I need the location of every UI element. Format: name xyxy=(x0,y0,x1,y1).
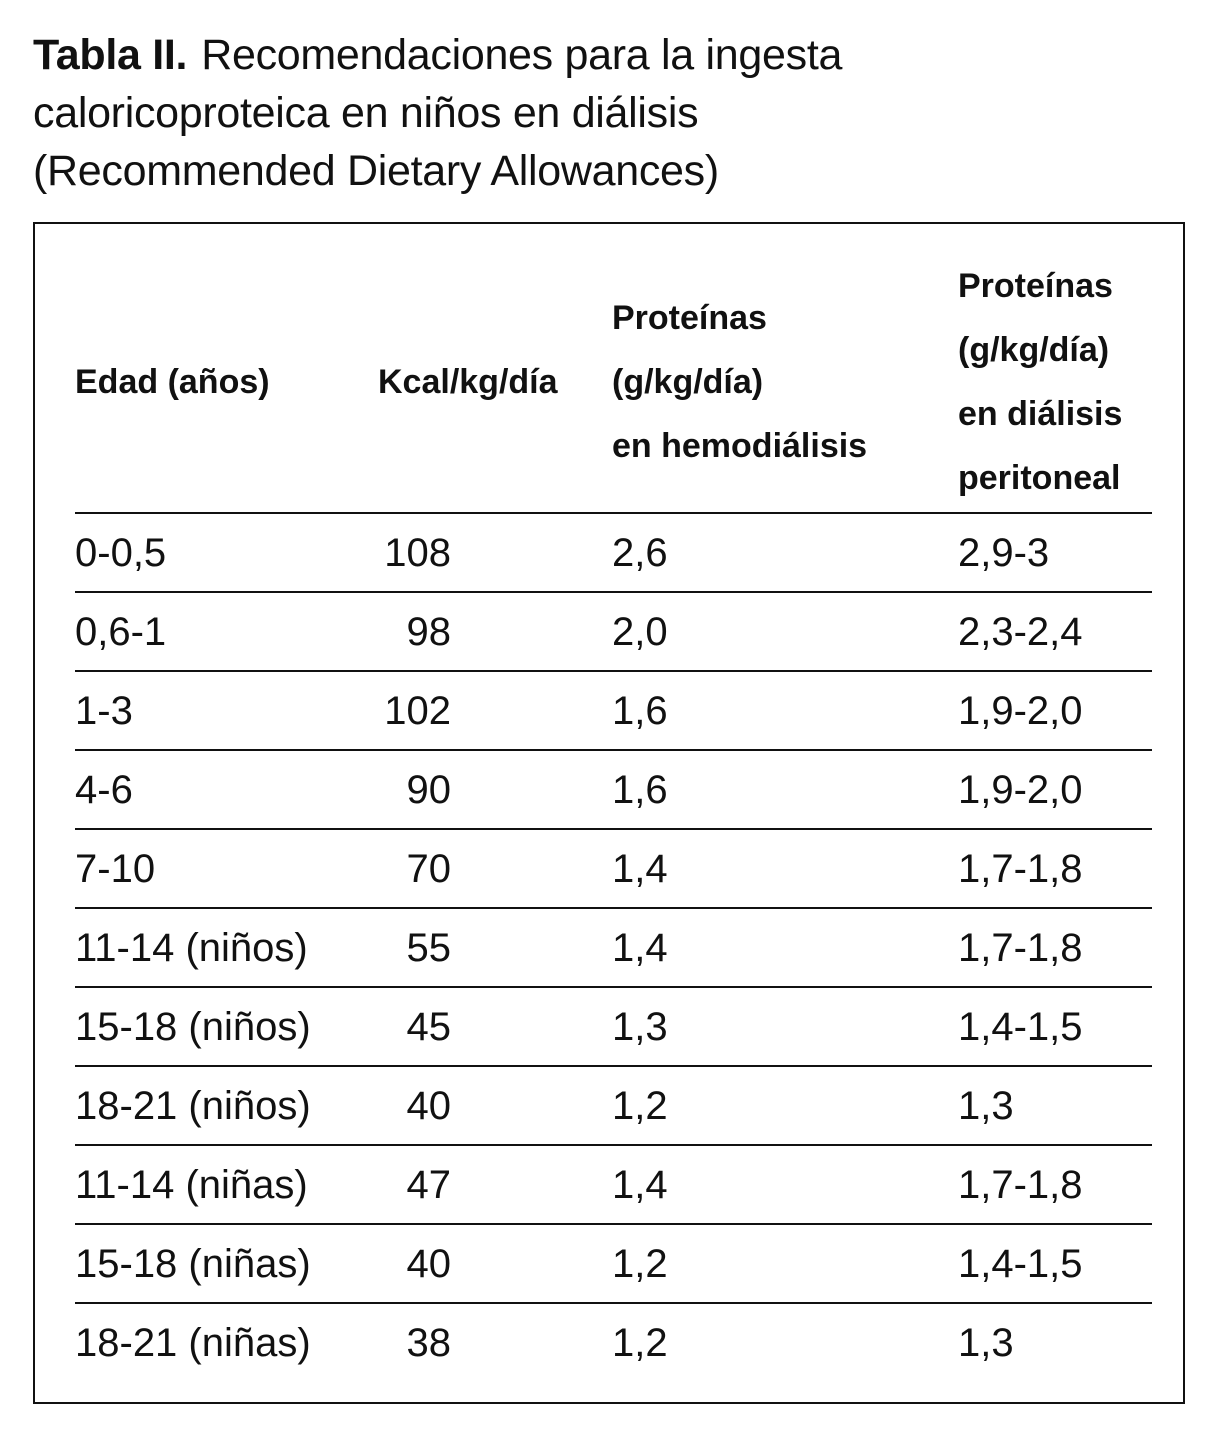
table-row xyxy=(75,830,1152,909)
cell-peri: 2,9-3 xyxy=(958,531,1050,575)
cell-hemo: 1,2 xyxy=(612,1242,668,1286)
header-hemo-line: en hemodiálisis xyxy=(612,427,868,465)
cell-peri: 1,3 xyxy=(958,1084,1014,1128)
cell-peri: 1,7-1,8 xyxy=(958,847,1083,891)
table-row xyxy=(75,751,1152,830)
cell-peri: 1,7-1,8 xyxy=(958,926,1083,970)
table-row xyxy=(75,593,1152,672)
cell-hemo: 1,6 xyxy=(612,689,668,733)
header-age: Edad (años) xyxy=(75,363,270,401)
cell-age: 11-14 (niñas) xyxy=(75,1163,308,1207)
table-row xyxy=(75,909,1152,988)
table-header xyxy=(75,224,1152,514)
cell-hemo: 2,6 xyxy=(612,531,668,575)
cell-kcal: 38 xyxy=(406,1321,451,1365)
table-caption xyxy=(33,26,1193,200)
cell-age: 0-0,5 xyxy=(75,531,167,575)
caption-line-1 xyxy=(33,26,1193,84)
caption-text-1: Recomendaciones para la ingesta xyxy=(201,31,843,79)
cell-peri: 2,3-2,4 xyxy=(958,610,1083,654)
cell-peri: 1,4-1,5 xyxy=(958,1242,1083,1286)
cell-age: 11-14 (niños) xyxy=(75,926,308,970)
cell-peri: 1,7-1,8 xyxy=(958,1163,1083,1207)
header-peri-line: peritoneal xyxy=(958,459,1121,497)
cell-age: 18-21 (niñas) xyxy=(75,1321,311,1365)
table-body xyxy=(75,514,1152,1383)
cell-age: 1-3 xyxy=(75,689,133,733)
table-row xyxy=(75,988,1152,1067)
header-hemo-line: Proteínas xyxy=(612,299,767,337)
cell-kcal: 47 xyxy=(406,1163,451,1207)
cell-peri: 1,3 xyxy=(958,1321,1014,1365)
cell-kcal: 40 xyxy=(406,1242,451,1286)
header-peri-line: (g/kg/día) xyxy=(958,331,1110,369)
cell-kcal: 90 xyxy=(406,768,451,812)
caption-line-3: (Recommended Dietary Allowances) xyxy=(33,147,719,195)
cell-peri: 1,4-1,5 xyxy=(958,1005,1083,1049)
cell-kcal: 108 xyxy=(384,531,451,575)
table-row xyxy=(75,1225,1152,1304)
table-row xyxy=(75,672,1152,751)
table-row xyxy=(75,1067,1152,1146)
cell-age: 15-18 (niñas) xyxy=(75,1242,311,1286)
cell-age: 4-6 xyxy=(75,768,133,812)
header-hemodialysis xyxy=(612,286,867,478)
table-row xyxy=(75,1304,1152,1383)
cell-hemo: 1,4 xyxy=(612,1163,668,1207)
header-hemo-line: (g/kg/día) xyxy=(612,363,764,401)
cell-hemo: 1,3 xyxy=(612,1005,668,1049)
cell-kcal: 70 xyxy=(406,847,451,891)
cell-hemo: 1,2 xyxy=(612,1321,668,1365)
cell-hemo: 1,6 xyxy=(612,768,668,812)
cell-kcal: 55 xyxy=(406,926,451,970)
cell-hemo: 1,4 xyxy=(612,847,668,891)
table-row xyxy=(75,1146,1152,1225)
cell-kcal: 45 xyxy=(406,1005,451,1049)
nutrition-table xyxy=(33,222,1185,1404)
cell-age: 7-10 xyxy=(75,847,156,891)
cell-age: 18-21 (niños) xyxy=(75,1084,311,1128)
header-peri-line: en diálisis xyxy=(958,395,1123,433)
header-peritoneal xyxy=(958,254,1122,510)
cell-kcal: 40 xyxy=(406,1084,451,1128)
cell-hemo: 2,0 xyxy=(612,610,668,654)
header-kcal: Kcal/kg/día xyxy=(378,363,558,401)
table-label: Tabla II. xyxy=(33,31,188,79)
cell-age: 0,6-1 xyxy=(75,610,167,654)
cell-peri: 1,9-2,0 xyxy=(958,689,1083,733)
cell-peri: 1,9-2,0 xyxy=(958,768,1083,812)
header-peri-line: Proteínas xyxy=(958,267,1113,305)
cell-age: 15-18 (niños) xyxy=(75,1005,311,1049)
cell-kcal: 98 xyxy=(406,610,451,654)
cell-hemo: 1,2 xyxy=(612,1084,668,1128)
cell-kcal: 102 xyxy=(384,689,451,733)
table-row xyxy=(75,514,1152,593)
cell-hemo: 1,4 xyxy=(612,926,668,970)
caption-line-2: caloricoproteica en niños en diálisis xyxy=(33,89,699,137)
